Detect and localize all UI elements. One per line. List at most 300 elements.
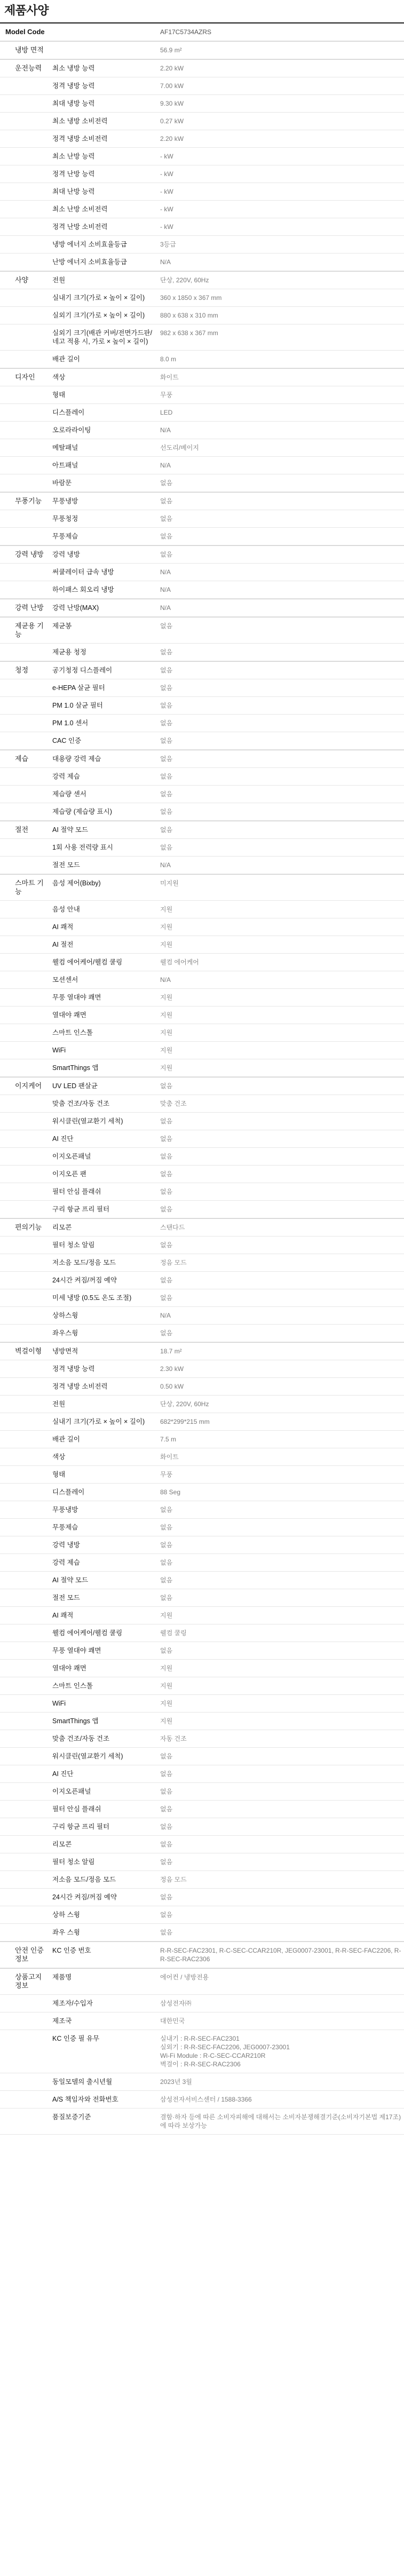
spec-value: 8.0 m — [160, 355, 177, 363]
spec-value: - kW — [160, 205, 173, 213]
spec-label: AI 절약 모드 — [52, 1576, 89, 1584]
spec-label: 24시간 켜짐/꺼짐 예약 — [52, 1893, 117, 1901]
spec-label: UV LED 팬살균 — [52, 1082, 98, 1090]
spec-label: AI 절약 모드 — [52, 826, 89, 834]
spec-label: 색상 — [52, 374, 66, 381]
spec-label: 바람문 — [52, 479, 72, 487]
spec-label: 무풍청정 — [52, 515, 78, 522]
spec-value: N/A — [160, 426, 171, 434]
spec-label: 형태 — [52, 391, 66, 399]
spec-row — [0, 1342, 404, 1360]
spec-value: 없음 — [160, 1506, 173, 1513]
spec-row — [0, 368, 404, 386]
spec-category: 무풍기능 — [15, 497, 42, 505]
spec-category — [0, 1166, 48, 1183]
spec-label: 실내기 크기(가로 × 높이 × 길이) — [52, 1418, 145, 1425]
spec-label: 공기청정 디스플레이 — [52, 667, 113, 674]
spec-label: 정격 난방 소비전력 — [52, 223, 108, 231]
spec-category — [0, 1201, 48, 1218]
spec-category — [0, 1237, 48, 1254]
spec-value: 360 x 1850 x 367 mm — [160, 294, 222, 302]
spec-label: 정격 냉방 소비전력 — [52, 1383, 108, 1390]
spec-category — [0, 422, 48, 439]
spec-value: 없음 — [160, 808, 173, 815]
spec-row — [0, 1289, 404, 1307]
spec-value: 없음 — [160, 1524, 173, 1531]
spec-value: 없음 — [160, 479, 173, 487]
spec-row — [0, 1024, 404, 1042]
spec-category — [0, 1272, 48, 1289]
spec-value: 없음 — [160, 790, 173, 798]
spec-value: 없음 — [160, 737, 173, 744]
spec-row — [0, 1254, 404, 1272]
spec-row — [0, 564, 404, 581]
page-title: 제품사양 — [4, 4, 49, 17]
spec-row — [0, 1730, 404, 1748]
spec-value: 없음 — [160, 1541, 173, 1549]
spec-row — [0, 2073, 404, 2091]
spec-label: 하이패스 회오리 냉방 — [52, 586, 114, 593]
spec-label: 실외기 크기(배관 커버/전면가드판/네고 적용 시, 가로 × 높이 × 길이) — [52, 329, 153, 345]
spec-category — [0, 1466, 48, 1483]
spec-label: 실내기 크기(가로 × 높이 × 길이) — [52, 294, 145, 302]
spec-value: 결함·하자 등에 따른 소비자피해에 대해서는 소비자분쟁해결기준(소비자기본법 제17조)에 따라 보상가능 — [160, 2113, 401, 2129]
spec-row — [0, 1642, 404, 1660]
spec-row — [0, 2109, 404, 2135]
spec-category — [0, 1589, 48, 1606]
spec-category: 스마트 기능 — [15, 879, 44, 895]
spec-label: 실외기 크기(가로 × 높이 × 길이) — [52, 312, 145, 319]
spec-value: 없음 — [160, 667, 173, 674]
spec-row — [0, 1325, 404, 1342]
spec-row — [0, 581, 404, 599]
spec-row — [0, 715, 404, 732]
spec-value: 단상, 220V, 60Hz — [160, 276, 209, 284]
spec-category — [0, 1660, 48, 1677]
spec-label: 메탈패널 — [52, 444, 78, 451]
spec-category — [0, 1924, 48, 1941]
spec-value: 지원 — [160, 1717, 173, 1725]
spec-category — [0, 1818, 48, 1835]
spec-category — [0, 183, 48, 200]
spec-row — [0, 1589, 404, 1607]
spec-row — [0, 183, 404, 201]
spec-value: 화이트 — [160, 1453, 179, 1461]
spec-label: PM 1.0 살균 필터 — [52, 702, 103, 709]
spec-row — [0, 1941, 404, 1968]
spec-row — [0, 732, 404, 750]
spec-value: 화이트 — [160, 374, 179, 381]
spec-row — [0, 786, 404, 803]
spec-category — [0, 679, 48, 696]
spec-value: 없음 — [160, 551, 173, 558]
spec-row — [0, 1183, 404, 1201]
spec-category: 강력 냉방 — [15, 550, 44, 558]
spec-label: AI 절전 — [52, 941, 74, 948]
spec-label: 정격 냉방 소비전력 — [52, 135, 108, 142]
spec-row — [0, 750, 404, 768]
spec-value: 없음 — [160, 755, 173, 763]
spec-category: 운전능력 — [15, 64, 42, 72]
spec-row — [0, 1536, 404, 1554]
spec-value: 없음 — [160, 648, 173, 656]
spec-label: 정격 냉방 능력 — [52, 1365, 95, 1373]
spec-label: 최소 난방 소비전력 — [52, 205, 108, 213]
spec-value: 없음 — [160, 1082, 173, 1090]
spec-value: 없음 — [160, 622, 173, 630]
spec-row — [0, 1783, 404, 1801]
spec-value: 지원 — [160, 994, 173, 1001]
spec-label: 필터 청소 알림 — [52, 1241, 95, 1249]
spec-category — [0, 1148, 48, 1165]
spec-label: 이지오픈 팬 — [52, 1170, 86, 1178]
spec-value: - kW — [160, 223, 173, 231]
spec-row — [0, 95, 404, 113]
spec-category — [0, 1889, 48, 1906]
spec-category: 안전 인증 정보 — [15, 1946, 44, 1963]
spec-category — [0, 1554, 48, 1571]
spec-row — [0, 528, 404, 545]
spec-category — [0, 1413, 48, 1430]
spec-value: 없음 — [160, 684, 173, 692]
spec-category — [0, 839, 48, 856]
spec-label: 저소음 모드/정음 모드 — [52, 1259, 116, 1266]
spec-row — [0, 874, 404, 901]
spec-label: 이지오픈패널 — [52, 1788, 91, 1795]
spec-row — [0, 936, 404, 954]
spec-category — [0, 1360, 48, 1377]
spec-value: 없음 — [160, 1858, 173, 1866]
spec-row — [0, 1166, 404, 1183]
spec-table — [0, 41, 404, 2135]
spec-value: 880 x 638 x 310 mm — [160, 312, 218, 319]
spec-label: 냉방면적 — [52, 1348, 78, 1355]
spec-value: 지원 — [160, 1700, 173, 1707]
spec-category — [0, 77, 48, 94]
spec-category — [0, 786, 48, 803]
spec-row — [0, 1968, 404, 1995]
spec-value: 없음 — [160, 1294, 173, 1302]
spec-value: 지원 — [160, 941, 173, 948]
spec-value: 없음 — [160, 719, 173, 727]
spec-label: 냉방 에너지 소비효율등급 — [52, 241, 127, 248]
spec-category — [0, 1906, 48, 1923]
spec-category — [0, 697, 48, 714]
spec-row — [0, 307, 404, 324]
spec-category — [0, 1783, 48, 1800]
spec-category — [0, 2073, 48, 2090]
spec-value: 9.30 kW — [160, 100, 184, 107]
spec-value: 대한민국 — [160, 2017, 185, 2025]
spec-value: 지원 — [160, 923, 173, 931]
spec-row — [0, 1765, 404, 1783]
spec-value: 없음 — [160, 1594, 173, 1602]
spec-value: 없음 — [160, 702, 173, 709]
spec-value: - kW — [160, 153, 173, 160]
spec-category — [0, 581, 48, 598]
spec-category — [0, 1853, 48, 1870]
spec-value: 실내기 : R-R-SEC-FAC2301 실외기 : R-R-SEC-FAC2206, JEG0007-23001 Wi-Fi Module : R-C-SEC-CCAR210R 벽걸이 : R-R-SEC-RAC2306 — [160, 2035, 290, 2068]
spec-category: 강력 난방 — [15, 604, 44, 612]
spec-value: 없음 — [160, 1559, 173, 1566]
spec-value: N/A — [160, 976, 171, 984]
spec-row — [0, 41, 404, 59]
spec-label: SmartThings 앱 — [52, 1717, 99, 1725]
spec-row — [0, 901, 404, 918]
spec-value: 없음 — [160, 1647, 173, 1654]
spec-value: N/A — [160, 462, 171, 469]
spec-category — [0, 113, 48, 130]
spec-label: 디스플레이 — [52, 1488, 85, 1496]
spec-label: CAC 인증 — [52, 737, 82, 744]
spec-value: 없음 — [160, 844, 173, 851]
spec-category — [0, 918, 48, 936]
spec-category — [0, 324, 48, 350]
spec-row — [0, 1042, 404, 1059]
spec-row — [0, 821, 404, 839]
spec-category — [0, 954, 48, 971]
spec-category — [0, 289, 48, 306]
spec-row — [0, 1748, 404, 1765]
spec-category — [0, 351, 48, 368]
spec-label — [48, 42, 154, 59]
spec-category — [0, 1624, 48, 1642]
spec-category — [0, 989, 48, 1006]
spec-label: 강력 난방(MAX) — [52, 604, 99, 612]
spec-value: 스탠다드 — [160, 1224, 185, 1231]
spec-label: SmartThings 앱 — [52, 1064, 99, 1072]
spec-row — [0, 954, 404, 971]
spec-label: 절전 모드 — [52, 861, 80, 869]
spec-value: 지원 — [160, 1064, 173, 1072]
spec-value: 선도리/베이지 — [160, 444, 199, 451]
spec-row — [0, 1871, 404, 1889]
spec-category — [0, 1730, 48, 1747]
spec-label: 최대 난방 능력 — [52, 188, 95, 195]
spec-label: 최소 냉방 능력 — [52, 65, 95, 72]
spec-category — [0, 165, 48, 183]
spec-label: 배관 길이 — [52, 1436, 80, 1443]
spec-value: 없음 — [160, 1788, 173, 1795]
spec-category — [0, 1677, 48, 1694]
spec-label: 음성 안내 — [52, 906, 80, 913]
spec-row — [0, 386, 404, 404]
spec-category — [0, 307, 48, 324]
spec-row — [0, 545, 404, 564]
spec-label: 상하스윙 — [52, 1312, 78, 1319]
spec-label: 스마트 인스톨 — [52, 1682, 93, 1690]
spec-row — [0, 1448, 404, 1466]
spec-row — [0, 1889, 404, 1906]
spec-category — [0, 732, 48, 749]
spec-value: 없음 — [160, 497, 173, 505]
spec-value: 없음 — [160, 533, 173, 540]
spec-row — [0, 1995, 404, 2012]
spec-label: e-HEPA 살균 필터 — [52, 684, 105, 692]
spec-label: 최소 냉방 소비전력 — [52, 117, 108, 125]
spec-category — [0, 1378, 48, 1395]
spec-value: 지원 — [160, 1047, 173, 1054]
spec-category — [0, 1748, 48, 1765]
spec-row — [0, 324, 404, 351]
spec-label: 무풍제습 — [52, 1524, 78, 1531]
spec-row — [0, 1660, 404, 1677]
spec-row — [0, 236, 404, 253]
spec-label: WiFi — [52, 1047, 66, 1054]
spec-row — [0, 617, 404, 644]
spec-label: 형태 — [52, 1471, 66, 1478]
spec-category — [0, 2109, 48, 2134]
spec-row — [0, 679, 404, 697]
spec-category — [0, 386, 48, 403]
spec-category — [0, 1095, 48, 1112]
spec-label: 정격 난방 능력 — [52, 170, 95, 178]
spec-row — [0, 697, 404, 715]
spec-label: 절전 모드 — [52, 1594, 80, 1602]
spec-row — [0, 971, 404, 989]
spec-category — [0, 803, 48, 820]
spec-label: 저소음 모드/정음 모드 — [52, 1876, 116, 1883]
spec-label: 음성 제어(Bixby) — [52, 879, 101, 887]
spec-row — [0, 1695, 404, 1713]
spec-value: 지원 — [160, 1029, 173, 1036]
spec-category: 제습 — [15, 755, 29, 763]
spec-label: 배관 길이 — [52, 355, 80, 363]
spec-label: 모션센서 — [52, 976, 78, 984]
spec-label: 대용량 강력 제습 — [52, 755, 101, 763]
spec-value: 3등급 — [160, 241, 176, 248]
spec-category — [0, 474, 48, 492]
spec-label: 워시클린(열교환기 세척) — [52, 1753, 123, 1760]
spec-row — [0, 1396, 404, 1413]
spec-label: 필터 청소 알림 — [52, 1858, 95, 1866]
spec-label: 필터 안심 플래쉬 — [52, 1805, 101, 1813]
spec-row — [0, 1130, 404, 1148]
spec-row — [0, 2091, 404, 2109]
spec-label: KC 인증 필 유무 — [52, 2035, 100, 2042]
spec-category — [0, 236, 48, 253]
spec-category — [0, 253, 48, 271]
spec-category — [0, 1254, 48, 1271]
spec-category — [0, 901, 48, 918]
spec-label: 구리 항균 프리 필터 — [52, 1823, 110, 1830]
spec-label: 제조국 — [52, 2017, 72, 2025]
spec-row — [0, 351, 404, 368]
spec-category — [0, 1801, 48, 1818]
spec-value: R-R-SEC-FAC2301, R-C-SEC-CCAR210R, JEG0007-23001, R-R-SEC-FAC2206, R-R-SEC-RAC2306 — [160, 1947, 401, 1963]
spec-category — [0, 1006, 48, 1024]
spec-value: 7.5 m — [160, 1436, 177, 1443]
spec-row — [0, 1218, 404, 1237]
spec-category — [0, 644, 48, 661]
spec-label: AI 진단 — [52, 1135, 74, 1143]
spec-label: 워시클린(열교환기 세척) — [52, 1117, 123, 1125]
spec-label: 제품명 — [52, 1973, 72, 1981]
spec-row — [0, 1501, 404, 1519]
spec-row — [0, 1677, 404, 1695]
spec-value: 무풍 — [160, 1471, 173, 1478]
spec-value: LED — [160, 409, 173, 416]
spec-label: AI 쾌적 — [52, 923, 74, 931]
spec-row — [0, 1272, 404, 1289]
spec-label: AI 쾌적 — [52, 1612, 74, 1619]
spec-label: 강력 제습 — [52, 1559, 80, 1566]
spec-value: 없음 — [160, 1929, 173, 1936]
spec-category — [0, 1307, 48, 1324]
spec-value: 삼성전자㈜ — [160, 2000, 192, 2007]
spec-value: 56.9 m² — [160, 46, 182, 54]
spec-label: 전원 — [52, 1400, 66, 1408]
spec-category — [0, 1183, 48, 1200]
spec-label: 이지오픈패널 — [52, 1153, 91, 1160]
spec-label: 최소 난방 능력 — [52, 153, 95, 160]
spec-category — [0, 510, 48, 527]
spec-row — [0, 1466, 404, 1484]
spec-value: - kW — [160, 170, 173, 178]
spec-label: PM 1.0 센서 — [52, 719, 89, 727]
spec-row — [0, 661, 404, 679]
spec-label: KC 인증 번호 — [52, 1947, 91, 1954]
spec-category — [0, 1059, 48, 1076]
spec-category: 냉방 면적 — [15, 46, 44, 54]
spec-category — [0, 936, 48, 953]
spec-row — [0, 59, 404, 77]
spec-row — [0, 457, 404, 474]
spec-value: 2.20 kW — [160, 135, 184, 142]
spec-label: 맞춤 건조/자동 건조 — [52, 1100, 110, 1107]
spec-row — [0, 1113, 404, 1130]
spec-row — [0, 165, 404, 183]
spec-label: 써큘레이터 급속 냉방 — [52, 568, 114, 576]
spec-row — [0, 1006, 404, 1024]
spec-label: 스마트 인스톨 — [52, 1029, 93, 1036]
spec-value: 없음 — [160, 1576, 173, 1584]
spec-category — [0, 1113, 48, 1130]
spec-label: 열대야 쾌면 — [52, 1011, 86, 1019]
spec-value: 없음 — [160, 1188, 173, 1195]
spec-row — [0, 1713, 404, 1730]
spec-value: 맞춤 건조 — [160, 1100, 187, 1107]
spec-category — [0, 1713, 48, 1730]
spec-row — [0, 1519, 404, 1536]
spec-label: 웰컴 에어케어/웰컴 쿨링 — [52, 958, 123, 966]
spec-category — [0, 1431, 48, 1448]
spec-value: 없음 — [160, 1893, 173, 1901]
spec-category — [0, 2091, 48, 2108]
spec-label: 정격 냉방 능력 — [52, 82, 95, 90]
spec-value: 지원 — [160, 1612, 173, 1619]
spec-row — [0, 599, 404, 617]
spec-label: 좌우스윙 — [52, 1329, 78, 1337]
spec-row — [0, 1624, 404, 1642]
spec-value: 없음 — [160, 1206, 173, 1213]
spec-value: 지원 — [160, 1682, 173, 1690]
spec-value: 2.30 kW — [160, 1365, 184, 1373]
spec-category — [0, 971, 48, 988]
spec-row — [0, 1924, 404, 1941]
spec-value: N/A — [160, 258, 171, 266]
spec-value: 에어컨 / 냉방전용 — [160, 1973, 209, 1981]
spec-category — [0, 768, 48, 785]
spec-value: 없음 — [160, 1170, 173, 1178]
spec-value: 682*299*215 mm — [160, 1418, 210, 1425]
spec-value: 없음 — [160, 1329, 173, 1337]
spec-category: 제균용 기능 — [15, 622, 44, 638]
spec-category — [0, 857, 48, 874]
model-code-row — [0, 23, 404, 41]
spec-label: 상하 스윙 — [52, 1911, 80, 1919]
spec-row — [0, 989, 404, 1006]
